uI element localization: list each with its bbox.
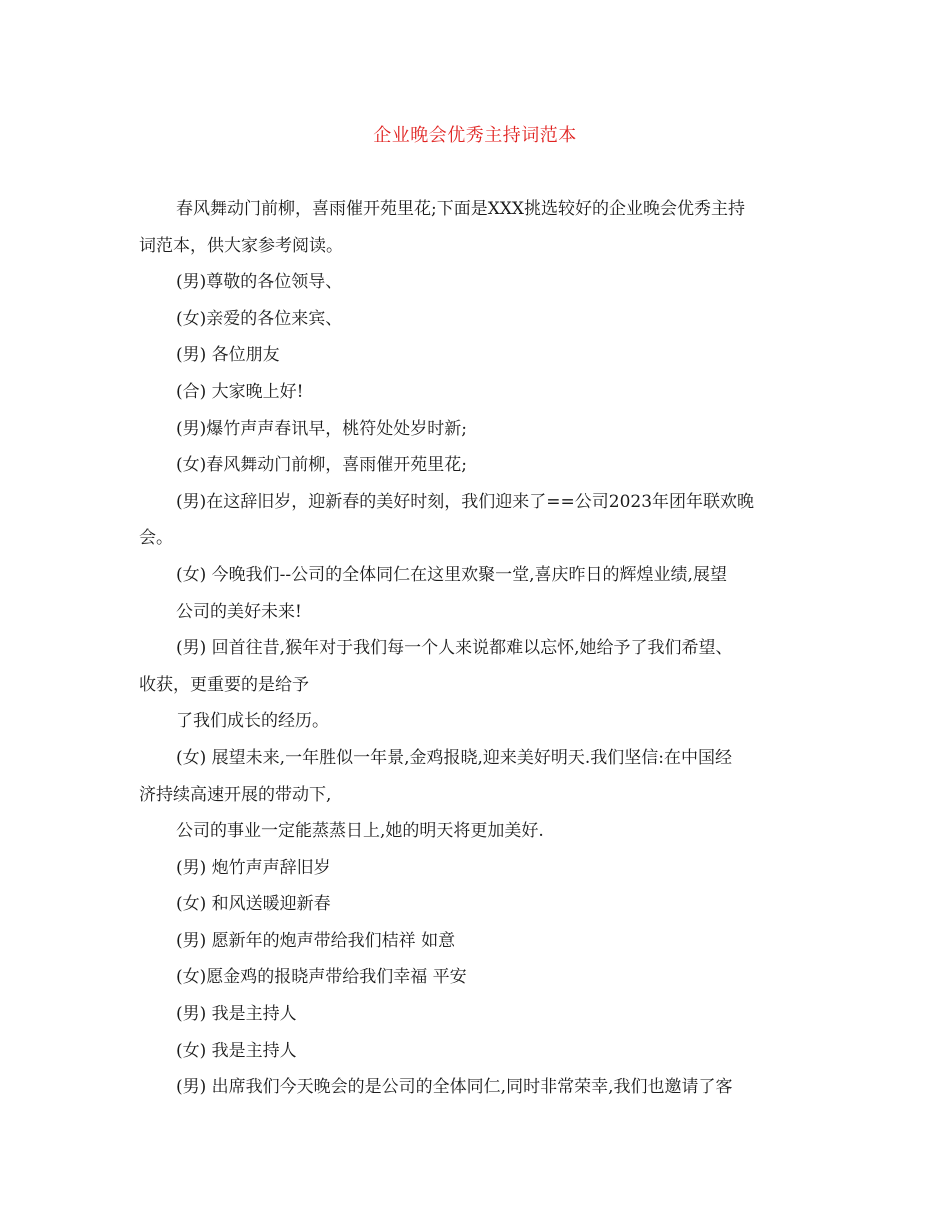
body-line: (女)亲爱的各位来宾、 — [176, 308, 343, 329]
body-line: 会。 — [139, 528, 173, 549]
body-line: (男)爆竹声声春讯早，桃符处处岁时新; — [176, 418, 467, 439]
body-line: 公司的美好未来! — [176, 601, 302, 622]
body-line: (男)在这辞旧岁，迎新春的美好时刻，我们迎来了==公司2023年团年联欢晚 — [176, 491, 755, 512]
body-line: 济持续高速开展的带动下, — [139, 784, 332, 805]
body-line: (男) 愿新年的炮声带给我们桔祥 如意 — [176, 930, 456, 951]
body-line: (男) 炮竹声声辞旧岁 — [176, 857, 331, 878]
body-line: (女)春风舞动门前柳，喜雨催开苑里花; — [176, 455, 467, 476]
body-line: (女) 和风送暖迎新春 — [176, 894, 331, 915]
body-line: (女) 我是主持人 — [176, 1040, 297, 1061]
body-line: 词范本，供大家参考阅读。 — [139, 235, 343, 256]
body-line: 春风舞动门前柳，喜雨催开苑里花;下面是XXX挑选较好的企业晚会优秀主持 — [176, 199, 746, 219]
body-line: (女)愿金鸡的报晓声带给我们幸福 平安 — [176, 967, 467, 988]
body-line: (女) 今晚我们--公司的全体同仁在这里欢聚一堂,喜庆昨日的辉煌业绩,展望 — [176, 564, 727, 585]
body-line: (合) 大家晚上好! — [176, 381, 304, 402]
body-line: (男) 各位朋友 — [176, 345, 280, 366]
body-line: 收获，更重要的是给予 — [139, 674, 309, 695]
document-title: 企业晚会优秀主持词范本 — [373, 125, 577, 146]
body-line: (男) 出席我们今天晚会的是公司的全体同仁,同时非常荣幸,我们也邀请了客 — [176, 1077, 733, 1098]
body-line: (男) 我是主持人 — [176, 1004, 297, 1025]
body-line: (男)尊敬的各位领导、 — [176, 272, 343, 293]
body-line: 公司的事业一定能蒸蒸日上,她的明天将更加美好. — [176, 821, 544, 842]
body-line: (男) 回首往昔,猴年对于我们每一个人来说都难以忘怀,她给予了我们希望、 — [176, 638, 733, 659]
document-body — [139, 195, 819, 1110]
body-line: (女) 展望未来,一年胜似一年景,金鸡报晓,迎来美好明天.我们坚信:在中国经 — [176, 747, 733, 768]
body-line: 了我们成长的经历。 — [176, 711, 329, 732]
